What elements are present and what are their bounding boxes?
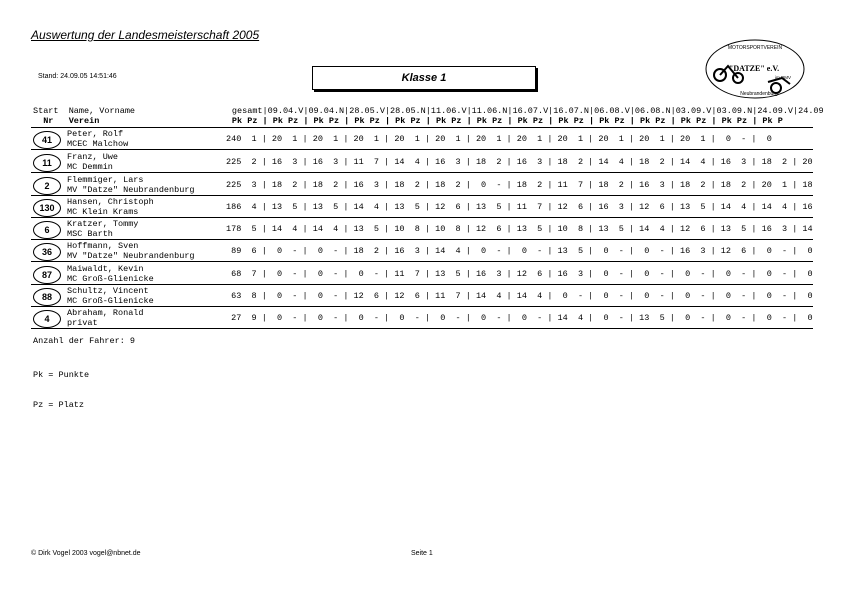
table-row	[31, 196, 813, 218]
points-line: 240 1 | 20 1 | 20 1 | 20 1 | 20 1 | 20 1 | 20 1 | 20 1 | 20 1 | 20 1 | 20 1 | 20 1 | 0 - | 0	[226, 134, 772, 144]
row-divider	[31, 328, 813, 329]
points-line: 178 5 | 14 4 | 14 4 | 13 5 | 10 8 | 10 8 | 12 6 | 13 5 | 10 8 | 13 5 | 14 4 | 12 6 | 13 5 | 16 3 | 14	[226, 224, 813, 234]
table-header-line1: Start Name, Vorname gesamt|09.04.V|09.04.N|28.05.V|28.05.N|11.06.V|11.06.N|16.07.V|16.07.N|06.08.V|06.08.N|03.09.V|03.09.N|24.09.V|24.09	[33, 106, 824, 116]
points-line: 225 2 | 16 3 | 16 3 | 11 7 | 14 4 | 16 3 | 18 2 | 16 3 | 18 2 | 14 4 | 18 2 | 14 4 | 16 3 | 18 2 | 20	[226, 157, 813, 167]
points-line: 225 3 | 18 2 | 18 2 | 16 3 | 18 2 | 18 2 | 0 - | 18 2 | 11 7 | 18 2 | 16 3 | 18 2 | 18 2 | 20 1 | 18	[226, 180, 813, 190]
footer-page-number: Seite 1	[411, 550, 433, 557]
legend-item: Pz = Platz	[33, 400, 85, 410]
points-line: 89 6 | 0 - | 0 - | 18 2 | 16 3 | 14 4 | 0 - | 0 - | 13 5 | 0 - | 0 - | 16 3 | 12 6 | 0 - | 0	[226, 246, 813, 256]
start-number-badge: 2	[33, 177, 61, 195]
row-divider	[31, 261, 813, 262]
start-number-badge: 36	[33, 243, 61, 261]
table-row	[31, 307, 813, 329]
table-row	[31, 240, 813, 262]
rider-info: Kratzer, Tommy MSC Barth	[67, 219, 139, 239]
klasse-title: Klasse 1	[312, 66, 536, 90]
legend	[33, 350, 89, 420]
rider-info: Schultz, Vincent MC Groß-Glienicke	[67, 286, 154, 306]
row-divider	[31, 172, 813, 173]
legend-item: Pk = Punkte	[33, 370, 90, 380]
page-title: Auswertung der Landesmeisterschaft 2005	[31, 28, 260, 42]
points-line: 68 7 | 0 - | 0 - | 0 - | 11 7 | 13 5 | 16 3 | 12 6 | 16 3 | 0 - | 0 - | 0 - | 0 - | 0 - | 0	[226, 269, 813, 279]
table-row	[31, 218, 813, 240]
logo-bottom-text: Neubrandenburg	[740, 91, 778, 97]
start-number-badge: 11	[33, 154, 61, 172]
rider-info: Flemmiger, Lars MV "Datze" Neubrandenburg	[67, 175, 195, 195]
table-row	[31, 285, 813, 307]
logo-top-text: MOTORSPORTVEREIN	[727, 45, 783, 51]
rider-info: Maiwaldt, Kevin MC Groß-Glienicke	[67, 264, 154, 284]
rider-info: Abraham, Ronald privat	[67, 308, 144, 328]
start-number-badge: 130	[33, 199, 61, 217]
logo-side-text: im DMV	[775, 75, 791, 80]
start-number-badge: 87	[33, 266, 61, 284]
start-number-badge: 4	[33, 310, 61, 328]
table-row	[31, 128, 813, 150]
points-line: 63 8 | 0 - | 0 - | 12 6 | 12 6 | 11 7 | 14 4 | 14 4 | 0 - | 0 - | 0 - | 0 - | 0 - | 0 - | 0	[226, 291, 813, 301]
rider-count: Anzahl der Fahrer: 9	[33, 336, 136, 346]
start-number-badge: 88	[33, 288, 61, 306]
club-logo	[704, 38, 806, 100]
points-line: 27 9 | 0 - | 0 - | 0 - | 0 - | 0 - | 0 - | 0 - | 14 4 | 0 - | 13 5 | 0 - | 0 - | 0 - | 0	[226, 313, 813, 323]
stand-timestamp: Stand: 24.09.05 14:51:46	[38, 73, 117, 80]
logo-middle-text: "DATZE" e.V.	[728, 64, 780, 73]
points-line: 186 4 | 13 5 | 13 5 | 14 4 | 13 5 | 12 6 | 13 5 | 11 7 | 12 6 | 16 3 | 12 6 | 13 5 | 14 4 | 14 4 | 16	[226, 202, 813, 212]
start-number-badge: 41	[33, 131, 61, 149]
table-header-line2: Nr Verein Pk Pz | Pk Pz | Pk Pz | Pk Pz | Pk Pz | Pk Pz | Pk Pz | Pk Pz | Pk Pz | Pk Pz | Pk Pz | Pk Pz | Pk Pz | Pk P	[33, 116, 783, 126]
rider-info: Hansen, Christoph MC Klein Krams	[67, 197, 154, 217]
rider-info: Hoffmann, Sven MV "Datze" Neubrandenburg	[67, 241, 195, 261]
table-row	[31, 174, 813, 196]
table-row	[31, 151, 813, 173]
footer-copyright: © Dirk Vogel 2003 vogel@nbnet.de	[31, 550, 141, 557]
start-number-badge: 6	[33, 221, 61, 239]
rider-info: Franz, Uwe MC Demmin	[67, 152, 119, 172]
table-row	[31, 263, 813, 285]
rider-info: Peter, Rolf MCEC Malchow	[67, 129, 129, 149]
row-divider	[31, 149, 813, 150]
